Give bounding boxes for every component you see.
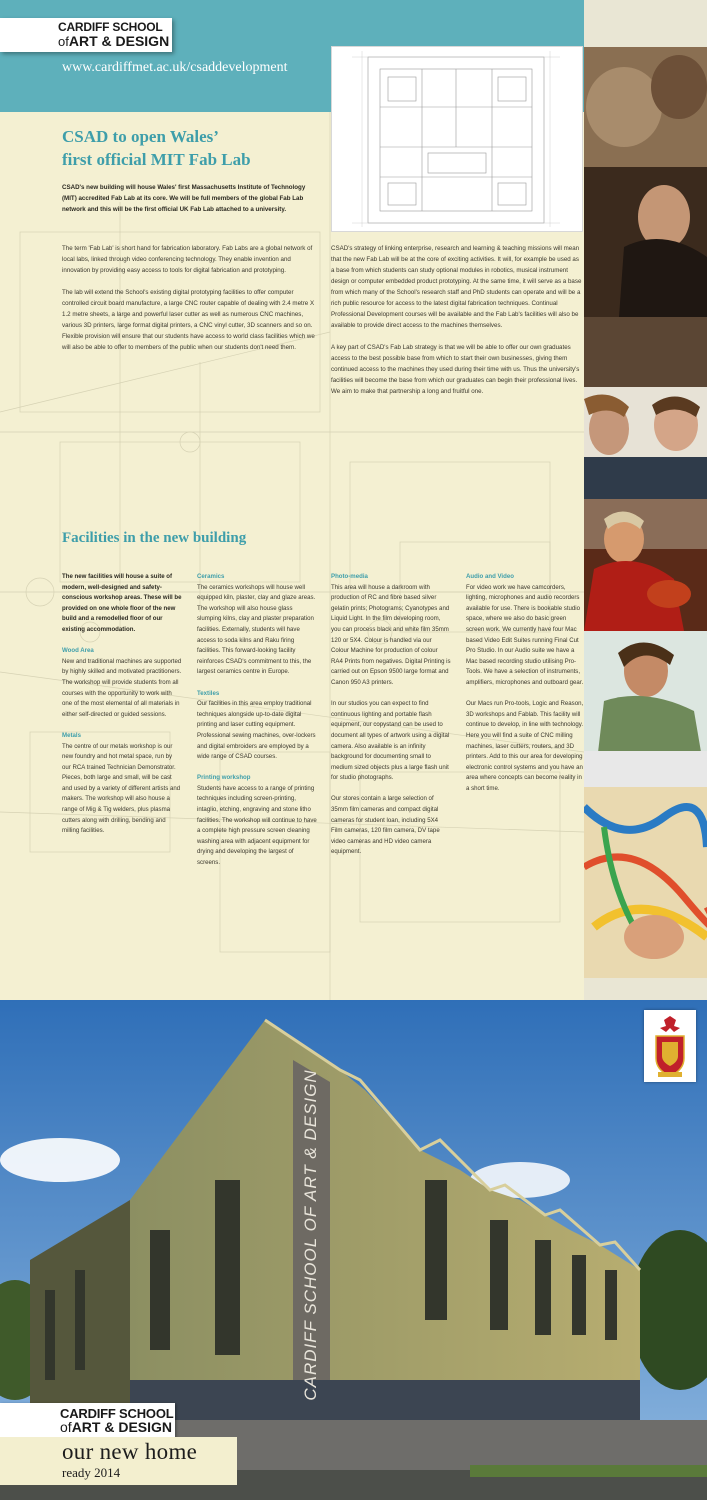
- photo-student-drawing: [584, 631, 707, 787]
- fablab-paragraph: A key part of CSAD's Fab Lab strategy is that we will be able to offer our own graduates access to the best possible base from which to start their own businesses, giving them continued access to the machines they used during their time with us. Thus the university's facilities will become the base from which our graduates can begin their professional lives. We aim to make that partnership a long and fruitful one.: [331, 344, 580, 395]
- logo-of: of: [58, 34, 69, 49]
- photo-students-laptop: [584, 387, 707, 499]
- fablab-paragraph: The term 'Fab Lab' is short hand for fabrication laboratory. Fab Labs are a global network of local labs, linked through video conferencing technology. They enable invention and innovation by providing easy access to tools for digital fabrication and prototyping.: [62, 245, 313, 274]
- metals-text: The centre of our metals workshop is our new foundry and hot metal space, run by our RCA trained Technician Demonstrator. Pieces, both large and small, will be cast and used by a variety of different artists and makers. The workshop will also house a range of Mig & Tig welders, plus plasma cutters along with drilling, bending and milling facilities.: [62, 742, 181, 835]
- new-home-banner: [0, 1437, 237, 1485]
- ceramics-heading: Ceramics: [197, 573, 225, 580]
- photo-column: [584, 0, 707, 1000]
- photo-media-text: This area will house a darkroom with production of RC and fibre based silver gelatin prints; Photograms; Cyanotypes and Liquid Light. In the film developing room, you can process black and white film 35mm 120 or 5X4. Colour is handled via our Colour Machine for production of colour RA4 Prints from negatives. Digital Printing is carried out on Epson 9500 large format and Canon 950 A3 printers.: [331, 583, 451, 686]
- wood-area-text: New and traditional machines are supported by highly skilled and motivated practitioners. The workshop will provide students from all courses with the opportunity to work with one of the most elemental of all materials in either self-directed or guided sessions.: [62, 657, 182, 718]
- university-crest: [644, 1010, 696, 1082]
- facilities-column-3: [331, 572, 451, 869]
- website-url[interactable]: www.cardiffmet.ac.uk/csaddevelopment: [62, 60, 288, 75]
- metals-heading: Metals: [62, 731, 81, 739]
- facilities-intro: The new facilities will house a suite of modern, well-designed and safety-conscious workshop areas. These will be provided on one whole floor of the new build and a remodelled floor of our existing accommodation.: [62, 573, 182, 633]
- ceramics-text: The ceramics workshops will house well equipped kiln, plaster, clay and glaze areas. The workshop will also house glass slumping kilns, clay and plaster preparation facilities. Externally, students will have access to soda kilns and Raku firing facilities. This forward-looking facility reinforces CSAD's commitment to this, the largest ceramics centre in Europe.: [197, 583, 316, 676]
- fablab-heading: [62, 125, 312, 171]
- facilities-column-4: [466, 572, 586, 805]
- bottom-logo-line1: CARDIFF SCHOOL: [60, 1406, 174, 1421]
- logo-line2: [58, 34, 172, 49]
- audio-video-text: For video work we have camcorders, lighting, microphones and audio recorders available for use. There is bookable studio space, where we also do basic green screen work. We currently have four Mac based Video Edit Suites running Final Cut Pro Studio. In our Audio suite we have a Mac based recording studio utilising Pro-Tools. We have a selection of instruments, amplifiers, microphones and outboard gear.: [466, 583, 584, 686]
- bottom-logo-line2: [60, 1420, 175, 1434]
- fablab-column-right: [331, 243, 583, 408]
- facilities-column-2: [197, 572, 317, 879]
- bottom-logo-main: ART & DESIGN: [71, 1419, 173, 1435]
- facilities-heading: Facilities in the new building: [62, 530, 247, 546]
- photo-media-text: In our studios you can expect to find continuous lighting and portable flash equipment, our copystand can be used to document all types of artwork using a digital camera. Also available is an infinity background for documenting small to medium sized objects plus a large flash unit for studio photographs.: [331, 700, 450, 782]
- bottom-logo-of: of: [60, 1419, 72, 1435]
- audio-video-text: Our Macs run Pro-tools, Logic and Reason, 3D workshops and Fablab. This facility will continue to develop, in line with technology. Here you will find a suite of CNC milling machines, laser cutters, routers, and 3D printers. Add to this our area for developing electronic control systems and you have an area where concepts can become reality in a short time.: [466, 700, 584, 792]
- fablab-paragraph: The lab will extend the School's existing digital prototyping facilities to offer computer controlled circuit board manufacture, a large CNC router capable of dealing with 2.4 metre X 1.2 metre sheets, a large and powerful laser cutter as well as numerous CNC machines, various 3D printers, large format digital printers, a CNC vinyl cutter, 3D scanners and so on. Flexible provision will ensure that our students have access to world class facilities which we will also be able to offer to members of the public when our students don't need them.: [62, 289, 315, 351]
- fablab-paragraph: CSAD's strategy of linking enterprise, research and learning & teaching missions will mean that the new Fab Lab will be at the core of exciting activities. It will, for example be used as a base from which students can study optional modules in robotics, musical instrument design or computer embedded product prototyping. At the same time, it will serve as a base from which many of the School's research staff and PhD students can operate and will be a rich public resource for access to the latest digital fabrication techniques. Continual Professional Development courses will be available and the Fab Lab's facilities will also be available to provide direct access to the machines themselves.: [331, 245, 582, 329]
- textiles-text: Our facilities in this area employ traditional techniques alongside up-to-date digital printing and laser cutting equipment. Professional sewing machines, over-lockers and digital embroiders are employed by a wide range of CSAD courses.: [197, 700, 316, 761]
- facilities-column-1: [62, 572, 182, 847]
- photo-media-text: Our stores contain a large selection of 35mm film cameras and compact digital cameras for student loan, including 5X4 Film cameras, 120 film camera, DV tape video cameras and HD video camera equipment.: [331, 795, 440, 856]
- textiles-heading: Textiles: [197, 689, 220, 697]
- facade-sign-text: CARDIFF SCHOOL OF ART & DESIGN: [301, 1069, 320, 1401]
- fablab-column-left: [62, 243, 315, 364]
- fablab-heading-line2: first official MIT Fab Lab: [62, 150, 251, 169]
- fablab-heading-line1: CSAD to open Wales’: [62, 127, 219, 146]
- printing-text: Students have access to a range of printing techniques including screen-printing, intaglio, etching, engraving and stone litho facilities. The workshop will continue to have a complete high pressure screen cleaning washing area with adjacent equipment for drying and developing the largest of screens.: [197, 784, 317, 867]
- fablab-lead: CSAD's new building will house Wales' first Massachusetts Institute of Technology (MIT) accredited Fab Lab at its core. We will be full members of the global Fab Lab network and this will be the first official UK Fab Lab attached to a university.: [62, 184, 306, 213]
- photo-student-sketching: [584, 47, 707, 387]
- printing-heading: Printing workshop: [197, 774, 251, 782]
- logo-main: ART & DESIGN: [68, 33, 170, 49]
- facade-sign: [296, 1069, 326, 1401]
- audio-video-heading: Audio and Video: [466, 573, 514, 580]
- wood-area-heading: Wood Area: [62, 647, 94, 655]
- floor-plan-drawing: [331, 46, 583, 232]
- photo-media-heading: Photo-media: [331, 573, 368, 580]
- school-logo: [0, 18, 172, 52]
- photo-painting: [584, 787, 707, 978]
- new-home-subtitle: ready 2014: [62, 1465, 121, 1480]
- photo-ceramics: [584, 499, 707, 631]
- school-logo-bottom: [0, 1403, 175, 1439]
- logo-line1: CARDIFF SCHOOL: [58, 20, 163, 34]
- new-home-title: our new home: [62, 1439, 198, 1464]
